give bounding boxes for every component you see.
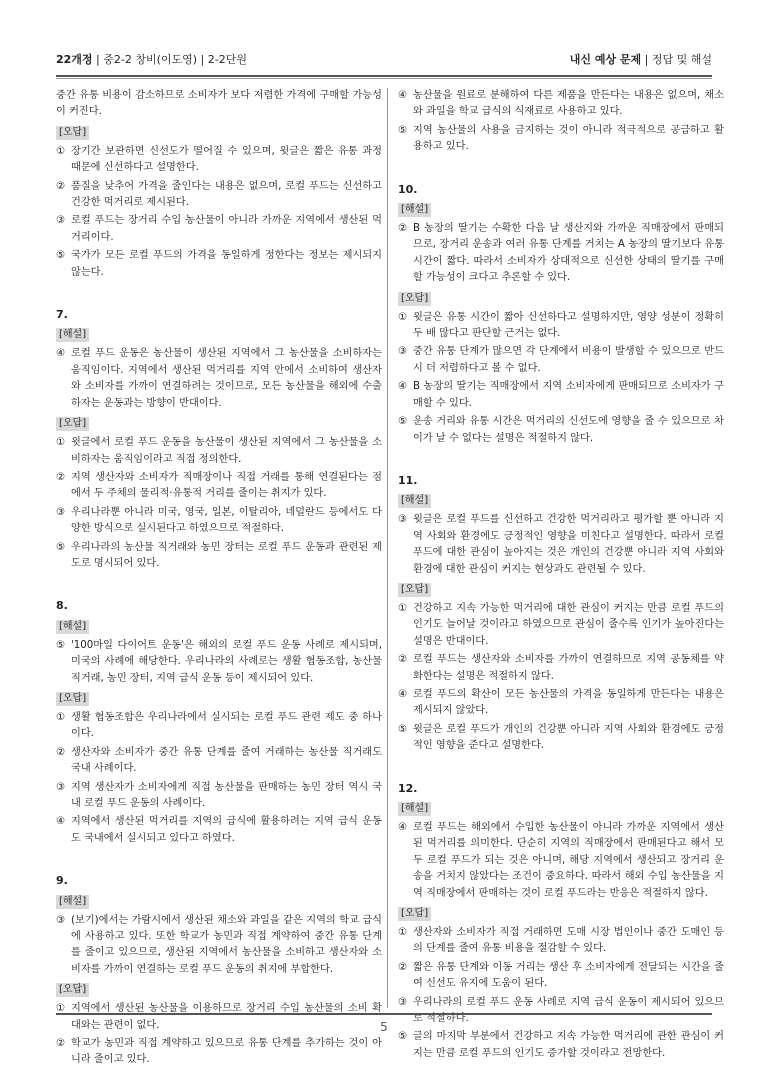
explanation-item	[56, 346, 382, 412]
page-header	[56, 50, 712, 68]
choice-number: ③	[56, 506, 66, 518]
wrong-answer-text: 중간 유통 단계가 많으면 각 단계에서 비용이 발생할 수 있으므로 반드시 더 저렴하다고 볼 수 없다.	[413, 346, 724, 374]
wrong-answer-item	[398, 1029, 724, 1062]
choice-number: ④	[398, 90, 408, 101]
choice-number: ④	[56, 816, 66, 828]
wrong-answer-text: 지역에서 생산된 농산물을 이용하므로 장거리 수입 농산물의 소비 확대와는 관련이 없다.	[71, 1003, 382, 1031]
question-12-number: 12.	[398, 781, 418, 795]
wrong-answer-text: 장기간 보관하면 신선도가 떨어질 수 있으며, 윗글은 짧은 유통 과정 때문에 신선하다고 설명한다.	[71, 145, 382, 174]
choice-number: ⑤	[56, 541, 66, 553]
wrong-answer-text: 지역 농산물의 사용을 금지하는 것이 아니라 적극적으로 공급하고 활용하고 있다.	[413, 124, 724, 153]
wrong-answer-item	[398, 652, 724, 685]
wrong-answer-text: 품질을 낮추어 가격을 줄인다는 내용은 없으며, 로컬 푸드는 신선하고 건강한 먹거리로 제시된다.	[71, 180, 382, 209]
wrong-answer-item	[398, 123, 724, 156]
choice-number: ④	[398, 822, 408, 833]
choice-number: ②	[56, 180, 66, 192]
wrong-answer-item	[398, 414, 724, 447]
wrong-answer-text: 윗글은 로컬 푸드가 개인의 건강뿐 아니라 지역 사회와 환경에도 긍정적인 영향을 준다고 설명한다.	[413, 723, 724, 752]
choice-number: ④	[398, 688, 408, 700]
header-left	[56, 51, 247, 67]
explanation-label-wrap	[398, 799, 724, 820]
choice-number: ②	[56, 471, 66, 483]
wrong-answer-item	[398, 344, 724, 377]
wrong-answer-text: 국가가 모든 로컬 푸드의 가격을 동일하게 정한다는 정보는 제시되지 않는다.	[71, 250, 382, 278]
choice-number: ②	[398, 223, 408, 235]
wrong-answer-item	[56, 1036, 382, 1069]
header-edition: 22개정	[56, 53, 93, 66]
wrong-answer-item	[398, 722, 724, 755]
wrong-answer-item	[56, 540, 382, 573]
explanation-label-wrap	[56, 892, 382, 913]
wrong-answer-text: 우리나라의 농산물 직거래와 농민 장터는 로컬 푸드 운동과 관련된 제도로 명시되어 있다.	[71, 541, 382, 569]
question-10-number: 10.	[398, 182, 418, 196]
wrong-answer-text: 우리나라뿐 아니라 미국, 영국, 일본, 이탈리아, 네덜란드 등에서도 다양한 방식으로 실시된다고 하였으므로 적절하다.	[71, 506, 382, 535]
wrong-answer-label-wrap	[398, 580, 724, 601]
wrong-answer-item	[56, 144, 382, 177]
wrong-answer-text: 로컬 푸드는 생산자와 소비자를 가까이 연결하므로 지역 공동체를 약화한다는 설명은 적절하지 않다.	[413, 654, 724, 682]
header-course: | 중2-2 창비(이도영) | 2-2단원	[92, 53, 247, 66]
explanation-label-wrap	[56, 617, 382, 638]
choice-number: ⑤	[398, 124, 408, 136]
choice-number: ①	[56, 145, 66, 157]
wrong-answer-text: 운송 거리와 유통 시간은 먹거리의 신선도에 영향을 줄 수 있으므로 차이가 날 수 없다는 설명은 적절하지 않다.	[413, 416, 724, 444]
wrong-answer-label: [오답]	[56, 417, 89, 431]
wrong-answer-item	[398, 960, 724, 993]
wrong-answer-text: 글의 마지막 부분에서 건강하고 지속 가능한 먹거리에 관한 관심이 커지는 만큼 로컬 푸드의 인기도 증가할 것이라고 전망한다.	[413, 1031, 724, 1059]
choice-number: ④	[56, 348, 66, 360]
explanation-item	[56, 638, 382, 687]
column-divider	[387, 88, 388, 1008]
choice-number: ⑤	[398, 416, 408, 428]
wrong-answer-item	[56, 179, 382, 212]
wrong-answer-item	[398, 88, 724, 121]
right-column	[398, 88, 724, 1064]
intro-paragraph: 중간 유통 비용이 감소하므로 소비자가 보다 저렴한 가격에 구매할 가능성이 커진다.	[56, 90, 382, 118]
wrong-answer-item	[398, 925, 724, 958]
choice-number: ③	[56, 215, 66, 227]
question-7-number: 7.	[56, 308, 68, 322]
choice-number: ①	[398, 927, 408, 939]
choice-number: ②	[56, 746, 66, 758]
wrong-answer-label: [오답]	[398, 583, 431, 597]
wrong-answer-item	[56, 470, 382, 503]
explanation-text: 윗글은 로컬 푸드를 신선하고 건강한 먹거리라고 평가할 뿐 아니라 지역 사회와 환경에도 긍정적인 영향을 미친다고 설명한다. 따라서 로컬 푸드에 대한 관심이 높아지는 것은 개인의 건강뿐 아니라 지역 사회와 환경에 대한 관심이 커지는 현상과도 관련될 수 있다.	[413, 514, 724, 575]
explanation-item	[398, 221, 724, 287]
wrong-answer-text: 짧은 유통 단계와 이동 거리는 생산 후 소비자에게 전달되는 시간을 줄여 신선도 유지에 도움이 된다.	[413, 961, 724, 990]
wrong-answer-item	[398, 310, 724, 343]
explanation-item	[398, 820, 724, 902]
wrong-answer-label-wrap	[56, 689, 382, 710]
explanation-text: 로컬 푸드는 해외에서 수입한 농산물이 아니라 가까운 지역에서 생산된 먹거리를 의미한다. 단순히 지역의 직매장에서 판매된다고 해서 모두 로컬 푸드가 되는 것은 아니며, 해당 지역에서 생산되고 장거리 운송을 거치지 않았다는 조건이 중요하다. 따라서 해외 수입 농산물을 지역 직매장에서 판매하는 것이 로컬 푸드라는 반응은 적절하지 않다.	[413, 822, 724, 899]
wrong-answer-text: 윗글은 유통 시간이 짧아 신선하다고 설명하지만, 영양 성분이 정확히 두 배 많다고 판단할 근거는 없다.	[413, 311, 724, 340]
wrong-answer-label: [오답]	[398, 292, 431, 306]
explanation-text: '100마일 다이어트 운동'은 해외의 로컬 푸드 운동 사례로 제시되며, 미국의 사례에 해당한다. 우리나라의 사례로는 생활 협동조합, 농산물 직거래, 농민 장터, 지역 급식 운동 등이 제시되어 있다.	[71, 639, 382, 684]
wrong-answer-item	[56, 710, 382, 743]
wrong-answer-label-wrap	[56, 123, 382, 144]
wrong-answer-text: 생활 협동조합은 우리나라에서 실시되는 로컬 푸드 관련 제도 중 하나이다.	[71, 711, 382, 740]
wrong-answer-item	[56, 814, 382, 847]
wrong-answer-text: 윗글에서 로컬 푸드 운동을 농산물이 생산된 지역에서 그 농산물을 소비하자는 움직임이라고 직접 정의한다.	[71, 437, 382, 465]
explanation-label: [해설]	[398, 802, 431, 816]
choice-number: ③	[56, 914, 66, 926]
wrong-answer-text: B 농장의 딸기는 직매장에서 지역 소비자에게 판매되므로 소비자가 구매할 수 있다.	[413, 381, 724, 409]
wrong-answer-item	[56, 505, 382, 538]
explanation-label: [해설]	[56, 895, 89, 909]
wrong-answer-text: 로컬 푸드는 장거리 수입 농산물이 아니라 가까운 지역에서 생산된 먹거리이다.	[71, 215, 382, 243]
explanation-label: [해설]	[56, 328, 89, 342]
explanation-label: [해설]	[56, 620, 89, 634]
wrong-answer-item	[398, 687, 724, 720]
wrong-answer-text: 생산자와 소비자가 중간 유통 단계를 줄여 거래하는 농산물 직거래도 국내 사례이다.	[71, 746, 382, 775]
wrong-answer-item	[398, 601, 724, 650]
choice-number: ①	[56, 1003, 66, 1015]
wrong-answer-label-wrap	[56, 980, 382, 1001]
question-8-number: 8.	[56, 599, 68, 613]
wrong-answer-item	[56, 248, 382, 281]
wrong-answer-text: 농산물을 원료로 분해하여 다른 제품을 만든다는 내용은 없으며, 채소와 과일을 학교 급식의 식재료로 사용하고 있다.	[413, 90, 724, 118]
header-right	[570, 51, 712, 67]
choice-number: ②	[398, 961, 408, 973]
wrong-answer-item	[56, 780, 382, 813]
explanation-text: (보기)에서는 가람시에서 생산된 채소와 과일을 같은 지역의 학교 급식에 사용하고 있다. 또한 학교가 농민과 직접 계약하여 중간 유통 단계를 줄이고 있으므로, 생산된 지역에서 농산물을 소비하고 생산자와 소비자를 가까이 연결하는 로컬 푸드 운동의 취지에 부합한다.	[71, 914, 382, 975]
explanation-item	[398, 512, 724, 578]
wrong-answer-item	[56, 435, 382, 468]
explanation-label: [해설]	[398, 203, 431, 217]
wrong-answer-label-wrap	[398, 904, 724, 925]
choice-number: ③	[398, 996, 408, 1008]
explanation-label-wrap	[398, 200, 724, 221]
wrong-answer-label: [오답]	[56, 692, 89, 706]
choice-number: ①	[56, 711, 66, 723]
choice-number: ①	[398, 602, 408, 614]
explanation-text: B 농장의 딸기는 수확한 다음 날 생산지와 가까운 직매장에서 판매되므로, 장거리 운송과 여러 유통 단계를 거치는 A 농장의 딸기보다 유통 시간이 짧다. 따라서 소비자가 상대적으로 신선한 상태의 딸기를 구매할 가능성이 크다고 추론할 수 있다.	[413, 223, 724, 284]
wrong-answer-label: [오답]	[398, 907, 431, 921]
explanation-item	[56, 913, 382, 979]
wrong-answer-label: [오답]	[56, 983, 89, 997]
wrong-answer-text: 지역 생산자와 소비자가 직매장이나 직접 거래를 통해 연결된다는 점에서 두 주체의 물리적·유통적 거리를 줄이는 취지가 있다.	[71, 471, 382, 500]
choice-number: ⑤	[56, 250, 66, 262]
choice-number: ⑤	[56, 639, 66, 651]
question-11-number: 11.	[398, 473, 418, 487]
wrong-answer-text: 우리나라의 로컬 푸드 운동 사례로 지역 급식 운동이 제시되어 있으므로 적절하다.	[413, 996, 724, 1025]
wrong-answer-label-wrap	[56, 414, 382, 435]
wrong-answer-item	[398, 379, 724, 412]
header-title: 내신 예상 문제	[569, 53, 642, 66]
choice-number: ⑤	[398, 1031, 408, 1043]
wrong-answer-item	[56, 745, 382, 778]
explanation-label-wrap	[398, 491, 724, 512]
wrong-answer-text: 지역 생산자가 소비자에게 직접 농산물을 판매하는 농민 장터 역시 국내 로컬 푸드 운동의 사례이다.	[71, 781, 382, 809]
choice-number: ①	[398, 311, 408, 323]
header-rule	[56, 75, 712, 77]
choice-number: ④	[398, 381, 408, 393]
choice-number: ①	[56, 437, 66, 449]
page-number: 5	[380, 1020, 388, 1034]
wrong-answer-label-wrap	[398, 289, 724, 310]
header-subtitle: | 정답 및 해설	[641, 53, 712, 66]
choice-number: ③	[398, 514, 408, 526]
choice-number: ③	[56, 781, 66, 793]
explanation-label-wrap	[56, 325, 382, 346]
choice-number: ③	[398, 346, 408, 358]
wrong-answer-label: [오답]	[56, 126, 89, 140]
wrong-answer-item	[56, 213, 382, 246]
left-column	[56, 88, 382, 1071]
explanation-text: 로컬 푸드 운동은 농산물이 생산된 지역에서 그 농산물을 소비하자는 움직임이다. 지역에서 생산된 먹거리를 지역 안에서 소비하여 생산자와 소비자를 가까이 연결하려는 것이므로, 모든 농산물을 해외에 수출하자는 운동과는 방향이 반대이다.	[71, 348, 382, 409]
question-9-number: 9.	[56, 874, 68, 888]
header-rule-thin	[56, 78, 712, 79]
footer-rule	[56, 1013, 712, 1015]
choice-number: ⑤	[398, 723, 408, 735]
choice-number: ②	[56, 1038, 66, 1050]
wrong-answer-text: 생산자와 소비자가 직접 거래하면 도매 시장 법인이나 중간 도매인 등의 단계를 줄여 유통 비용을 절감할 수 있다.	[413, 927, 724, 955]
explanation-label: [해설]	[398, 494, 431, 508]
wrong-answer-text: 지역에서 생산된 먹거리를 지역의 급식에 활용하려는 지역 급식 운동도 국내에서 실시되고 있다고 하였다.	[71, 816, 382, 844]
wrong-answer-text: 학교가 농민과 직접 계약하고 있으므로 유통 단계를 추가하는 것이 아니라 줄이고 있다.	[71, 1038, 382, 1066]
wrong-answer-text: 건강하고 지속 가능한 먹거리에 대한 관심이 커지는 만큼 로컬 푸드의 인기도 늘어날 것이라고 하였으므로 관심이 줄수록 인기가 높아진다는 설명은 반대이다.	[413, 602, 724, 647]
choice-number: ②	[398, 654, 408, 666]
wrong-answer-text: 로컬 푸드의 확산이 모든 농산물의 가격을 동일하게 만든다는 내용은 제시되지 않았다.	[413, 688, 724, 717]
